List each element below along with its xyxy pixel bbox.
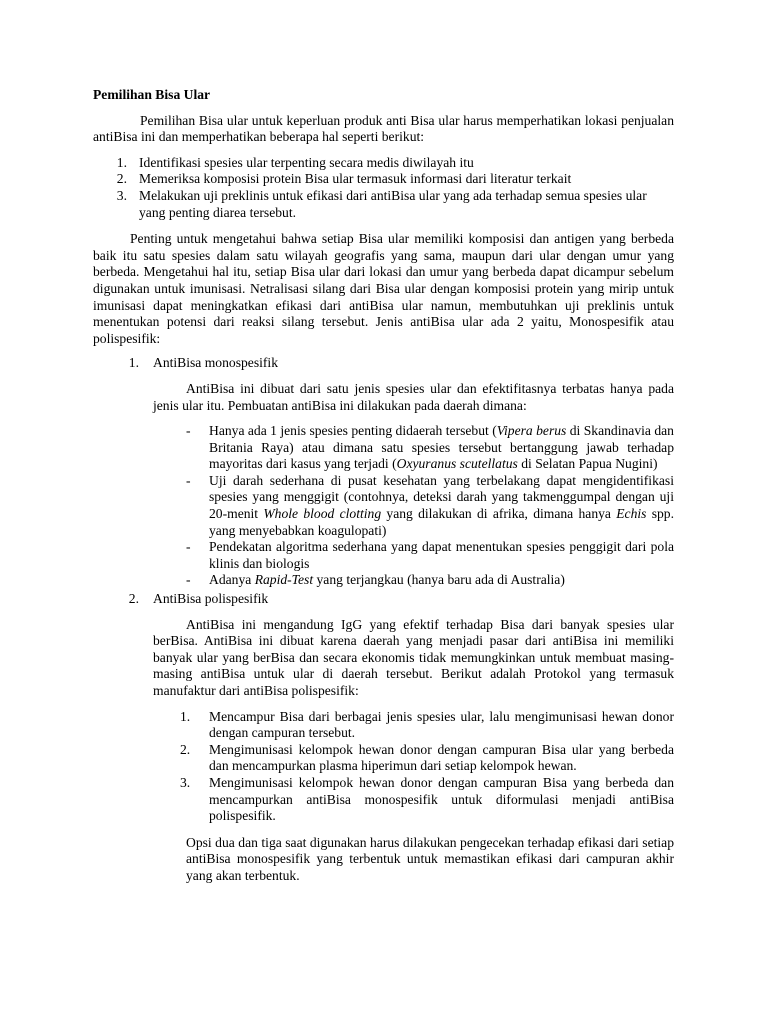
criteria-list [93,155,674,221]
list-item: - Adanya Rapid-Test yang terjangkau (hanya baru ada di Australia) [186,572,565,588]
section-paragraph: AntiBisa ini mengandung IgG yang efektif terhadap Bisa dari banyak spesies ular berBisa. AntiBisa ini dibuat karena daerah yang menjadi pasar dari antiBisa ini memiliki banyak ular yang berBisa dan secara ekonomis tidak memungkinkan untuk membuat masing-masing antiBisa untuk ular di daerah tersebut. Berikut adalah Protokol yang termasuk manufaktur dari antiBisa polispesifik: [153,616,674,698]
list-item [180,774,674,825]
section-number: 2. [128,591,139,607]
list-item [93,171,674,188]
closing-paragraph: Opsi dua dan tiga saat digunakan harus dilakukan pengecekan terhadap efikasi dari setiap antiBisa monospesifik yang terbentuk untuk memastikan efikasi dari campuran akhir yang akan terbentuk. [186,834,674,883]
list-item-text: Mengimunisasi kelompok hewan donor dengan campuran Bisa yang berbeda dan mencampurkan antiBisa monospesifik untuk diformulasi menjadi antiBisa polispesifik. [209,774,674,824]
list-item-text: Mencampur Bisa dari berbagai jenis spesies ular, lalu mengimunisasi hewan donor dengan campuran tersebut. [209,708,674,741]
protocol-list [180,708,674,825]
section-paragraph: AntiBisa ini dibuat dari satu jenis spesies ular dan efektifitasnya terbatas hanya pada jenis ular itu. Pembuatan antiBisa ini dilakukan pada daerah dimana: [153,380,674,413]
list-item-text: Mengimunisasi kelompok hewan donor dengan campuran Bisa ular yang berbeda dan mencampurkan plasma hiperimun dari setiap kelompok hewan. [209,741,674,774]
list-item [180,708,674,742]
section-body [153,381,674,414]
list-number: 2. [116,171,127,187]
page-title: Pemilihan Bisa Ular [93,87,211,102]
list-number: 2. [180,741,191,757]
dash-list [186,423,674,589]
section-title: AntiBisa monospesifik [153,355,278,371]
list-item: - Pendekatan algoritma sederhana yang dapat menentukan spesies penggigit dari pola klinis dan biologis [186,539,674,571]
section-title: AntiBisa polispesifik [153,591,269,607]
list-item [180,741,674,775]
section-heading [93,355,674,372]
list-item: - Hanya ada 1 jenis spesies penting didaerah tersebut (Vipera berus di Skandinavia dan Britania Raya) atau dimana satu spesies tersebut bertanggung jawab terhadap mayoritas dari kasus yang terjadi (Oxyuranus scutellatus di Selatan Papua Nugini) [186,423,674,472]
list-item [93,188,674,221]
list-item-text: Memeriksa komposisi protein Bisa ular termasuk informasi dari literatur terkait [139,171,572,187]
list-number: 1. [180,708,191,724]
list-item-text: Identifikasi spesies ular terpenting secara medis diwilayah itu [139,154,474,170]
document-body [93,87,674,885]
section-body [153,617,674,700]
section-heading [93,591,674,608]
list-number: 3. [116,187,127,203]
list-item: - Uji darah sederhana di pusat kesehatan yang terbelakang dapat mengidentifikasi spesies yang menggigit (contohnya, deteksi darah yang takmenggumpal dengan uji 20-menit Whole blood clotting yang dilakukan di afrika, dimana hanya Echis spp. yang menyebabkan koagulopati) [186,472,674,538]
list-number: 1. [116,154,127,170]
intro-paragraph: Pemilihan Bisa ular untuk keperluan produk anti Bisa ular harus memperhatikan lokasi penjualan antiBisa ini dan memperhatikan beberapa hal seperti berikut: [93,112,674,145]
body-paragraph: Penting untuk mengetahui bahwa setiap Bisa ular memiliki komposisi dan antigen yang berbeda baik itu satu spesies dalam satu wilayah geografis yang sama, maupun dari ular dengan umur yang berbeda. Mengetahui hal itu, setiap Bisa ular dari lokasi dan umur yang berbeda dapat dicampur sebelum digunakan untuk imunisasi. Netralisasi silang dari Bisa ular dengan komposisi protein yang mirip untuk imunisasi dapat meningkatkan efikasi dari antiBisa ular namun, membutuhkan uji preklinis untuk menentukan potensi dari reaksi silang tersebut. Jenis antiBisa ular ada 2 yaitu, Monospesifik atau polispesifik: [93,231,674,346]
section-number: 1. [128,355,139,371]
list-item [93,155,674,172]
list-number: 3. [180,774,191,790]
list-item-text: Melakukan uji preklinis untuk efikasi dari antiBisa ular yang ada terhadap semua spesies ular yang penting diarea tersebut. [139,187,647,220]
